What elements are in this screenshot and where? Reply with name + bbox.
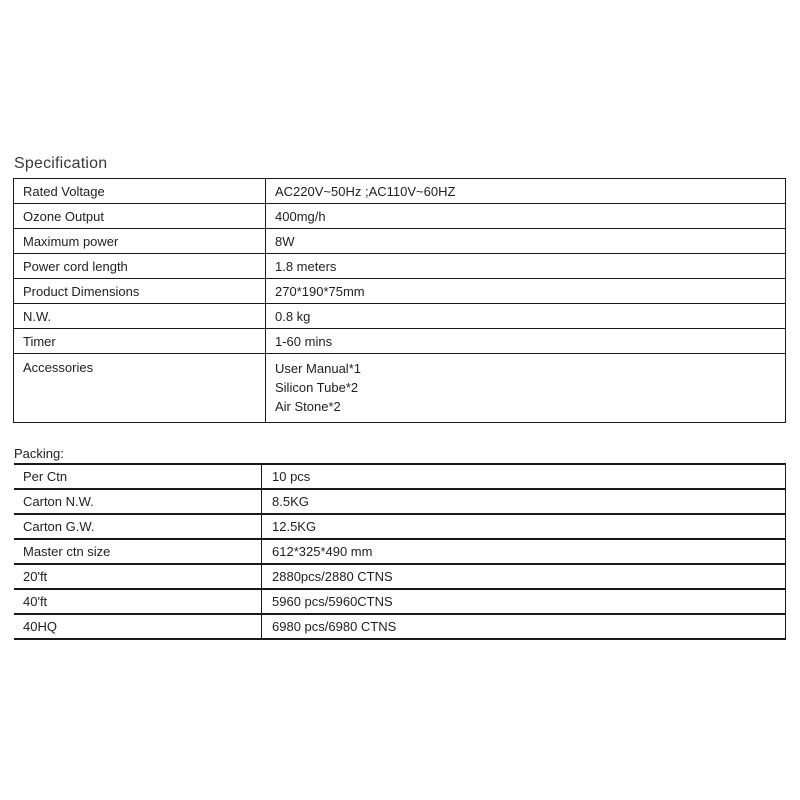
pack-value-40ft: 5960 pcs/5960CTNS (262, 590, 786, 613)
spec-label-net-weight: N.W. (14, 304, 266, 328)
accessory-line-user-manual: User Manual*1 (275, 361, 361, 376)
spec-label-product-dimensions: Product Dimensions (14, 279, 266, 303)
table-row (14, 204, 785, 229)
pack-label-carton-gw: Carton G.W. (14, 515, 262, 538)
pack-value-20ft: 2880pcs/2880 CTNS (262, 565, 786, 588)
table-row (14, 279, 785, 304)
table-row (14, 615, 786, 640)
table-row-accessories (14, 354, 785, 422)
table-row (14, 465, 786, 490)
pack-value-per-ctn: 10 pcs (262, 465, 786, 488)
pack-value-40hq: 6980 pcs/6980 CTNS (262, 615, 786, 638)
table-row (14, 304, 785, 329)
spec-value-power-cord-length: 1.8 meters (275, 258, 337, 274)
pack-label-per-ctn: Per Ctn (14, 465, 262, 488)
spec-value-timer: 1-60 mins (275, 333, 333, 349)
spec-label-accessories: Accessories (14, 354, 266, 422)
spec-value-accessories (266, 354, 785, 422)
table-row (14, 565, 786, 590)
spec-value-net-weight: 0.8 kg (275, 308, 311, 324)
packing-table (14, 463, 786, 640)
specification-table (13, 178, 786, 423)
spec-value-ozone-output: 400mg/h (275, 208, 326, 224)
table-row (14, 179, 785, 204)
pack-value-carton-gw: 12.5KG (262, 515, 786, 538)
accessory-line-silicon-tube: Silicon Tube*2 (275, 380, 359, 395)
table-row (14, 229, 785, 254)
pack-value-master-ctn-size: 612*325*490 mm (262, 540, 786, 563)
packing-heading: Packing: (14, 446, 64, 461)
table-row (14, 515, 786, 540)
table-row (14, 329, 785, 354)
table-row (14, 490, 786, 515)
specification-heading: Specification (14, 155, 108, 172)
spec-label-ozone-output: Ozone Output (14, 204, 266, 228)
spec-value-maximum-power: 8W (275, 233, 295, 249)
pack-label-carton-nw: Carton N.W. (14, 490, 262, 513)
table-row (14, 254, 785, 279)
pack-label-master-ctn-size: Master ctn size (14, 540, 262, 563)
accessory-line-air-stone: Air Stone*2 (275, 399, 341, 414)
pack-value-carton-nw: 8.5KG (262, 490, 786, 513)
spec-value-product-dimensions: 270*190*75mm (275, 283, 365, 299)
spec-label-maximum-power: Maximum power (14, 229, 266, 253)
spec-label-rated-voltage: Rated Voltage (14, 179, 266, 203)
spec-label-timer: Timer (14, 329, 266, 353)
pack-label-20ft: 20'ft (14, 565, 262, 588)
table-row (14, 540, 786, 565)
pack-label-40hq: 40HQ (14, 615, 262, 638)
table-row (14, 590, 786, 615)
pack-label-40ft: 40'ft (14, 590, 262, 613)
spec-value-rated-voltage: AC220V~50Hz ;AC110V~60HZ (275, 183, 456, 199)
spec-label-power-cord-length: Power cord length (14, 254, 266, 278)
